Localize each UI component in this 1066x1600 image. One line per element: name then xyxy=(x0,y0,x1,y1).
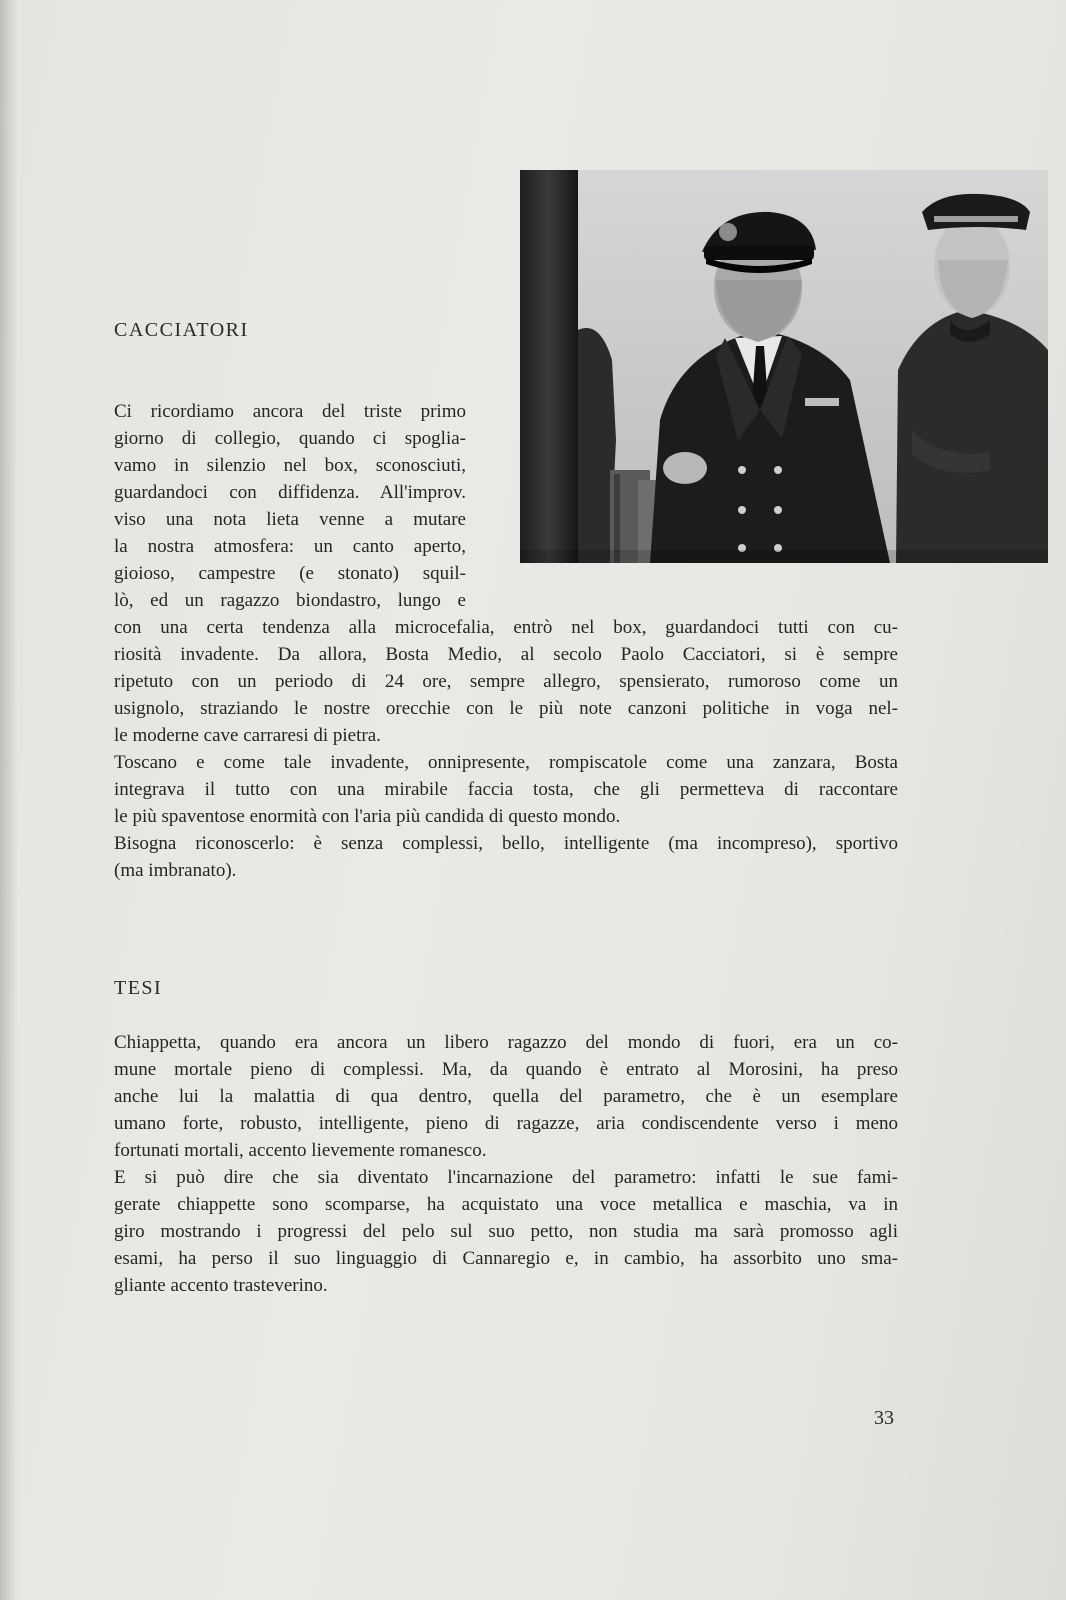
text-line: riosità invadente. Da allora, Bosta Medio, al secolo Paolo Cacciatori, si è sempre xyxy=(114,644,898,665)
section-title-tesi: TESI xyxy=(114,977,163,999)
paragraph-cacciatori-narrow xyxy=(114,398,466,614)
text-line: le più spaventose enormità con l'aria più candida di questo mondo. xyxy=(114,806,621,827)
text-line: gliante accento trasteverino. xyxy=(114,1275,328,1296)
text-line: E si può dire che sia diventato l'incarnazione del parametro: infatti le sue fami- xyxy=(114,1167,898,1188)
photograph xyxy=(520,170,1048,563)
text-line: giorno di collegio, quando ci spoglia- xyxy=(114,428,466,449)
photo-illustration xyxy=(520,170,1048,563)
text-line: gioioso, campestre (e stonato) squil- xyxy=(114,563,466,584)
text-line: giro mostrando i progressi del pelo sul suo petto, non studia ma sarà promosso agli xyxy=(114,1221,898,1242)
text-line: la nostra atmosfera: un canto aperto, xyxy=(114,536,466,557)
text-line: lò, ed un ragazzo biondastro, lungo e xyxy=(114,590,466,611)
text-line: ripetuto con un periodo di 24 ore, sempre allegro, spensierato, rumoroso come un xyxy=(114,671,898,692)
text-line: fortunati mortali, accento lievemente romanesco. xyxy=(114,1140,487,1161)
page-number: 33 xyxy=(874,1407,894,1429)
paragraph-tesi xyxy=(114,1029,898,1299)
text-line: gerate chiappette sono scomparse, ha acquistato una voce metallica e maschia, va in xyxy=(114,1194,898,1215)
text-line: umano forte, robusto, intelligente, pieno di ragazze, aria condiscendente verso i meno xyxy=(114,1113,898,1134)
text-line: Ci ricordiamo ancora del triste primo xyxy=(114,401,466,422)
text-line: Chiappetta, quando era ancora un libero ragazzo del mondo di fuori, era un co- xyxy=(114,1032,898,1053)
text-line: mune mortale pieno di complessi. Ma, da quando è entrato al Morosini, ha preso xyxy=(114,1059,898,1080)
text-line: vamo in silenzio nel box, sconosciuti, xyxy=(114,455,466,476)
text-line: anche lui la malattia di qua dentro, quella del parametro, che è un esemplare xyxy=(114,1086,898,1107)
text-line: (ma imbranato). xyxy=(114,860,237,881)
text-line: esami, ha perso il suo linguaggio di Cannaregio e, in cambio, ha assorbito uno sma- xyxy=(114,1248,898,1269)
text-line: guardandoci con diffidenza. All'improv. xyxy=(114,482,466,503)
text-line: viso una nota lieta venne a mutare xyxy=(114,509,466,530)
paragraph-cacciatori-wide xyxy=(114,614,898,884)
text-line: integrava il tutto con una mirabile faccia tosta, che gli permetteva di raccontare xyxy=(114,779,898,800)
spine-shadow xyxy=(0,0,18,1600)
text-line: Toscano e come tale invadente, onnipresente, rompiscatole come una zanzara, Bosta xyxy=(114,752,898,773)
section-title-cacciatori: CACCIATORI xyxy=(114,319,249,341)
text-line: le moderne cave carraresi di pietra. xyxy=(114,725,381,746)
text-line: Bisogna riconoscerlo: è senza complessi, bello, intelligente (ma incompreso), sportivo xyxy=(114,833,898,854)
text-line: usignolo, straziando le nostre orecchie con le più note canzoni politiche in voga nel- xyxy=(114,698,898,719)
text-line: con una certa tendenza alla microcefalia, entrò nel box, guardandoci tutti con cu- xyxy=(114,617,898,638)
